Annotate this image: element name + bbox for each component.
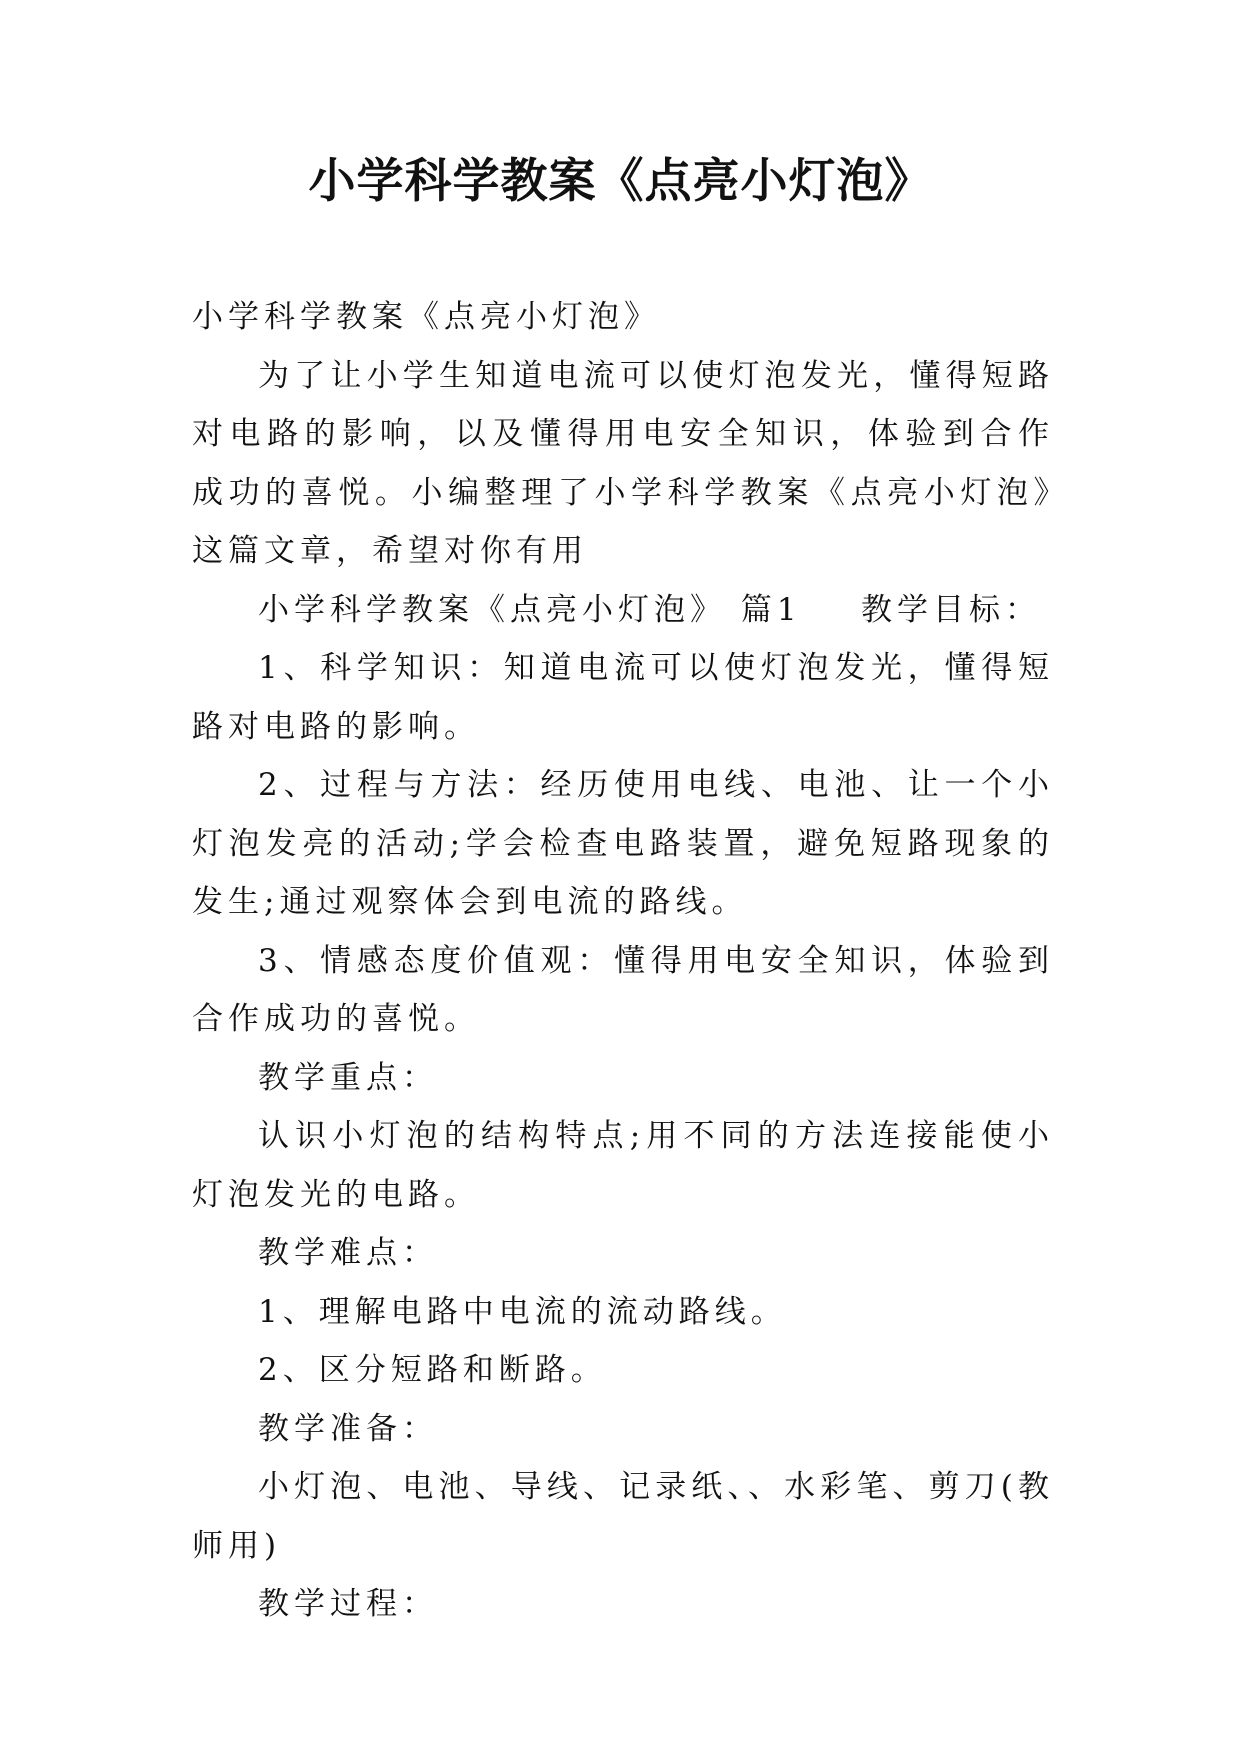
paragraph: 1、理解电路中电流的流动路线。 <box>258 1293 787 1330</box>
paragraph: 小灯泡、电池、导线、记录纸、、水彩笔、剪刀(教师用) <box>192 1469 1054 1564</box>
paragraph: 小学科学教案《点亮小灯泡》 <box>192 299 660 335</box>
paragraph: 教学难点： <box>258 1235 438 1271</box>
paragraph: 3、情感态度价值观：懂得用电安全知识，体验到合作成功的喜悦。 <box>192 942 1054 1037</box>
paragraph: 教学准备： <box>258 1410 438 1447</box>
paragraph: 2、区分短路和断路。 <box>258 1352 607 1388</box>
document-body <box>192 288 1054 1634</box>
paragraph: 认识小灯泡的结构特点;用不同的方法连接能使小灯泡发光的电路。 <box>192 1118 1054 1213</box>
paragraph: 为了让小学生知道电流可以使灯泡发光，懂得短路对电路的影响，以及懂得用电安全知识，体验到合作成功的喜悦。小编整理了小学科学教案《点亮小灯泡》这篇文章，希望对你有用 <box>192 357 1054 569</box>
paragraph: 2、过程与方法：经历使用电线、电池、让一个小灯泡发亮的活动;学会检查电路装置，避免短路现象的发生;通过观察体会到电流的路线。 <box>192 767 1054 920</box>
paragraph: 教学过程： <box>258 1586 438 1622</box>
document-title: 小学科学教案《点亮小灯泡》 <box>308 154 933 209</box>
paragraph: 教学重点： <box>258 1059 438 1096</box>
paragraph: 小学科学教案《点亮小灯泡》 篇1 教学目标： <box>258 591 1041 628</box>
paragraph: 1、科学知识：知道电流可以使灯泡发光，懂得短路对电路的影响。 <box>192 650 1054 745</box>
